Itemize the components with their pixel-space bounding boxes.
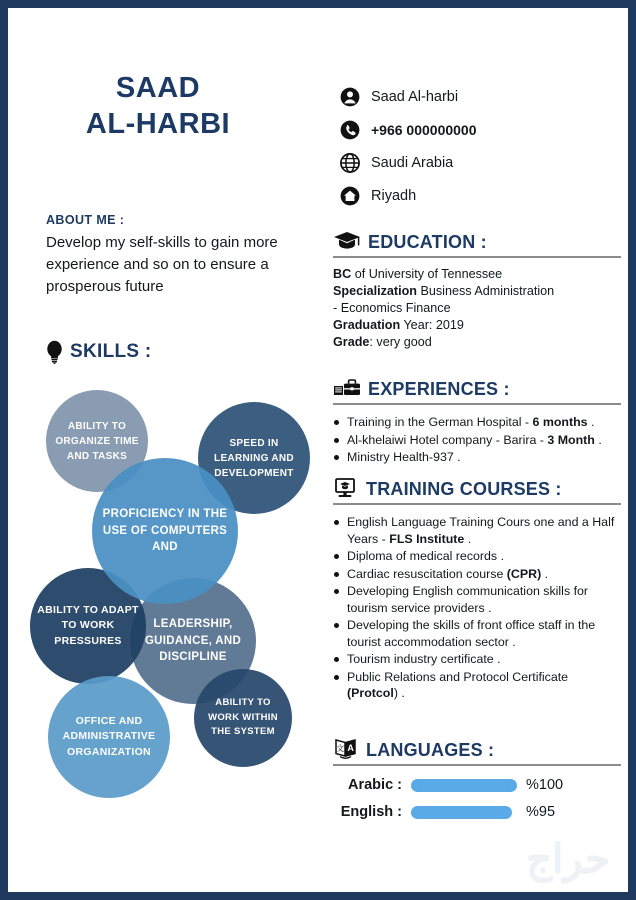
education-line-value: : very good [369, 335, 432, 349]
skills-bubble-cloud [18, 386, 318, 806]
language-progress-track [411, 779, 517, 792]
contact-row-name [340, 80, 628, 113]
home-icon [340, 186, 360, 206]
experiences-heading [333, 377, 621, 399]
name-line-1: SAAD [115, 72, 201, 104]
education-line-value: Year: 2019 [400, 318, 464, 332]
experiences-list [333, 414, 621, 466]
list-item: Tourism industry certificate . [333, 651, 621, 668]
contact-country-text: Saudi Arabia [371, 154, 454, 171]
candidate-name [8, 70, 308, 142]
about-me-text: Develop my self-skills to gain more experience and so on to ensure a prosperous future [46, 234, 278, 295]
education-line [333, 266, 621, 283]
education-line [333, 334, 621, 351]
language-name: English : [340, 804, 402, 820]
skill-bubble-label: SPEED IN LEARNING AND DEVELOPMENT [214, 437, 294, 479]
skill-bubble-label: ABILITY TO WORK WITHIN THE SYSTEM [208, 697, 278, 738]
education-heading [333, 230, 621, 252]
left-column [8, 8, 318, 892]
globe-icon [340, 153, 360, 173]
list-item: Diploma of medical records . [333, 548, 621, 565]
about-me-section [46, 213, 304, 298]
cv-page [8, 8, 628, 892]
experiences-title: EXPERIENCES : [368, 379, 510, 399]
education-line-label: Specialization [333, 284, 417, 298]
list-item: Ministry Health-937 . [333, 449, 621, 466]
contact-row-country [340, 146, 628, 179]
experiences-divider [333, 403, 621, 405]
languages-divider [333, 764, 621, 766]
svg-text:A: A [347, 743, 354, 753]
contact-name-text: Saad Al-harbi [371, 88, 459, 105]
briefcase-icon [333, 377, 361, 399]
education-divider [333, 256, 621, 258]
contact-list [340, 80, 628, 212]
education-line-label: BC [333, 267, 352, 281]
training-courses-list [333, 514, 621, 702]
language-row [333, 804, 621, 820]
list-item: Developing the skills of front office staff in the tourist accommodation sector . [333, 617, 621, 650]
skills-heading [46, 340, 152, 364]
education-section [333, 230, 621, 351]
education-line-value: - Economics Finance [333, 301, 451, 315]
skill-bubble [92, 458, 238, 604]
training-courses-divider [333, 503, 621, 505]
education-line [333, 283, 621, 300]
skill-bubble-label: ABILITY TO ADAPT TO WORK PRESSURES [37, 603, 139, 647]
education-line-value: Business Administration [416, 284, 555, 298]
svg-text:文: 文 [336, 744, 345, 753]
phone-icon [340, 120, 360, 140]
list-item: Public Relations and Protocol Certificate (Protcol) . [333, 669, 621, 702]
translate-icon [333, 737, 359, 760]
person-icon [340, 87, 360, 107]
contact-phone-text: +966 000000000 [371, 121, 477, 138]
education-line-value: of University of Tennessee [351, 267, 503, 281]
training-courses-heading [333, 477, 621, 499]
contact-row-phone [340, 113, 628, 146]
skill-bubble-label: OFFICE AND ADMINISTRATIVE ORGANIZATION [62, 714, 156, 758]
training-courses-title: TRAINING COURSES : [366, 479, 562, 499]
experiences-section [333, 377, 621, 467]
skill-bubble [48, 676, 170, 798]
contact-city-text: Riyadh [371, 187, 417, 204]
list-item: Cardiac resuscitation course (CPR) . [333, 566, 621, 583]
education-line [333, 300, 621, 317]
language-percent-label: %100 [526, 777, 564, 793]
languages-section [333, 737, 621, 820]
right-column [318, 8, 628, 892]
language-row [333, 777, 621, 793]
education-line [333, 317, 621, 334]
skill-bubble-label: ABILITY TO ORGANIZE TIME AND TASKS [55, 420, 139, 462]
skill-bubble [194, 669, 292, 767]
education-line-label: Grade [333, 335, 370, 349]
training-courses-section [333, 477, 621, 703]
languages-title: LANGUAGES : [366, 740, 495, 760]
education-line-label: Graduation [333, 318, 401, 332]
list-item: Al-khelaiwi Hotel company - Barira - 3 Month . [333, 432, 621, 449]
skills-title: SKILLS : [70, 341, 152, 362]
lightbulb-icon [46, 340, 63, 364]
monitor-training-icon [333, 477, 359, 499]
language-progress-fill [411, 779, 517, 792]
skill-bubble-label: LEADERSHIP, GUIDANCE, AND DISCIPLINE [144, 618, 242, 664]
language-name: Arabic : [348, 777, 402, 793]
site-watermark: حراج [526, 837, 610, 881]
list-item: Training in the German Hospital - 6 months . [333, 414, 621, 431]
languages-list [333, 777, 621, 820]
about-me-title: ABOUT ME : [46, 213, 125, 227]
name-line-2: AL-HARBI [85, 108, 231, 140]
graduation-cap-icon [333, 230, 361, 252]
language-percent-label: %95 [526, 804, 556, 820]
list-item: English Language Training Cours one and a Half Years - FLS Institute . [333, 514, 621, 547]
list-item: Developing English communication skills for tourism service providers . [333, 583, 621, 616]
education-title: EDUCATION : [368, 232, 487, 252]
language-progress-fill [411, 806, 512, 819]
skill-bubble-label: PROFICIENCY IN THE USE OF COMPUTERS AND [102, 508, 228, 554]
contact-row-city [340, 179, 628, 212]
language-progress-track [411, 806, 517, 819]
education-body [333, 266, 621, 351]
languages-heading [333, 737, 621, 760]
